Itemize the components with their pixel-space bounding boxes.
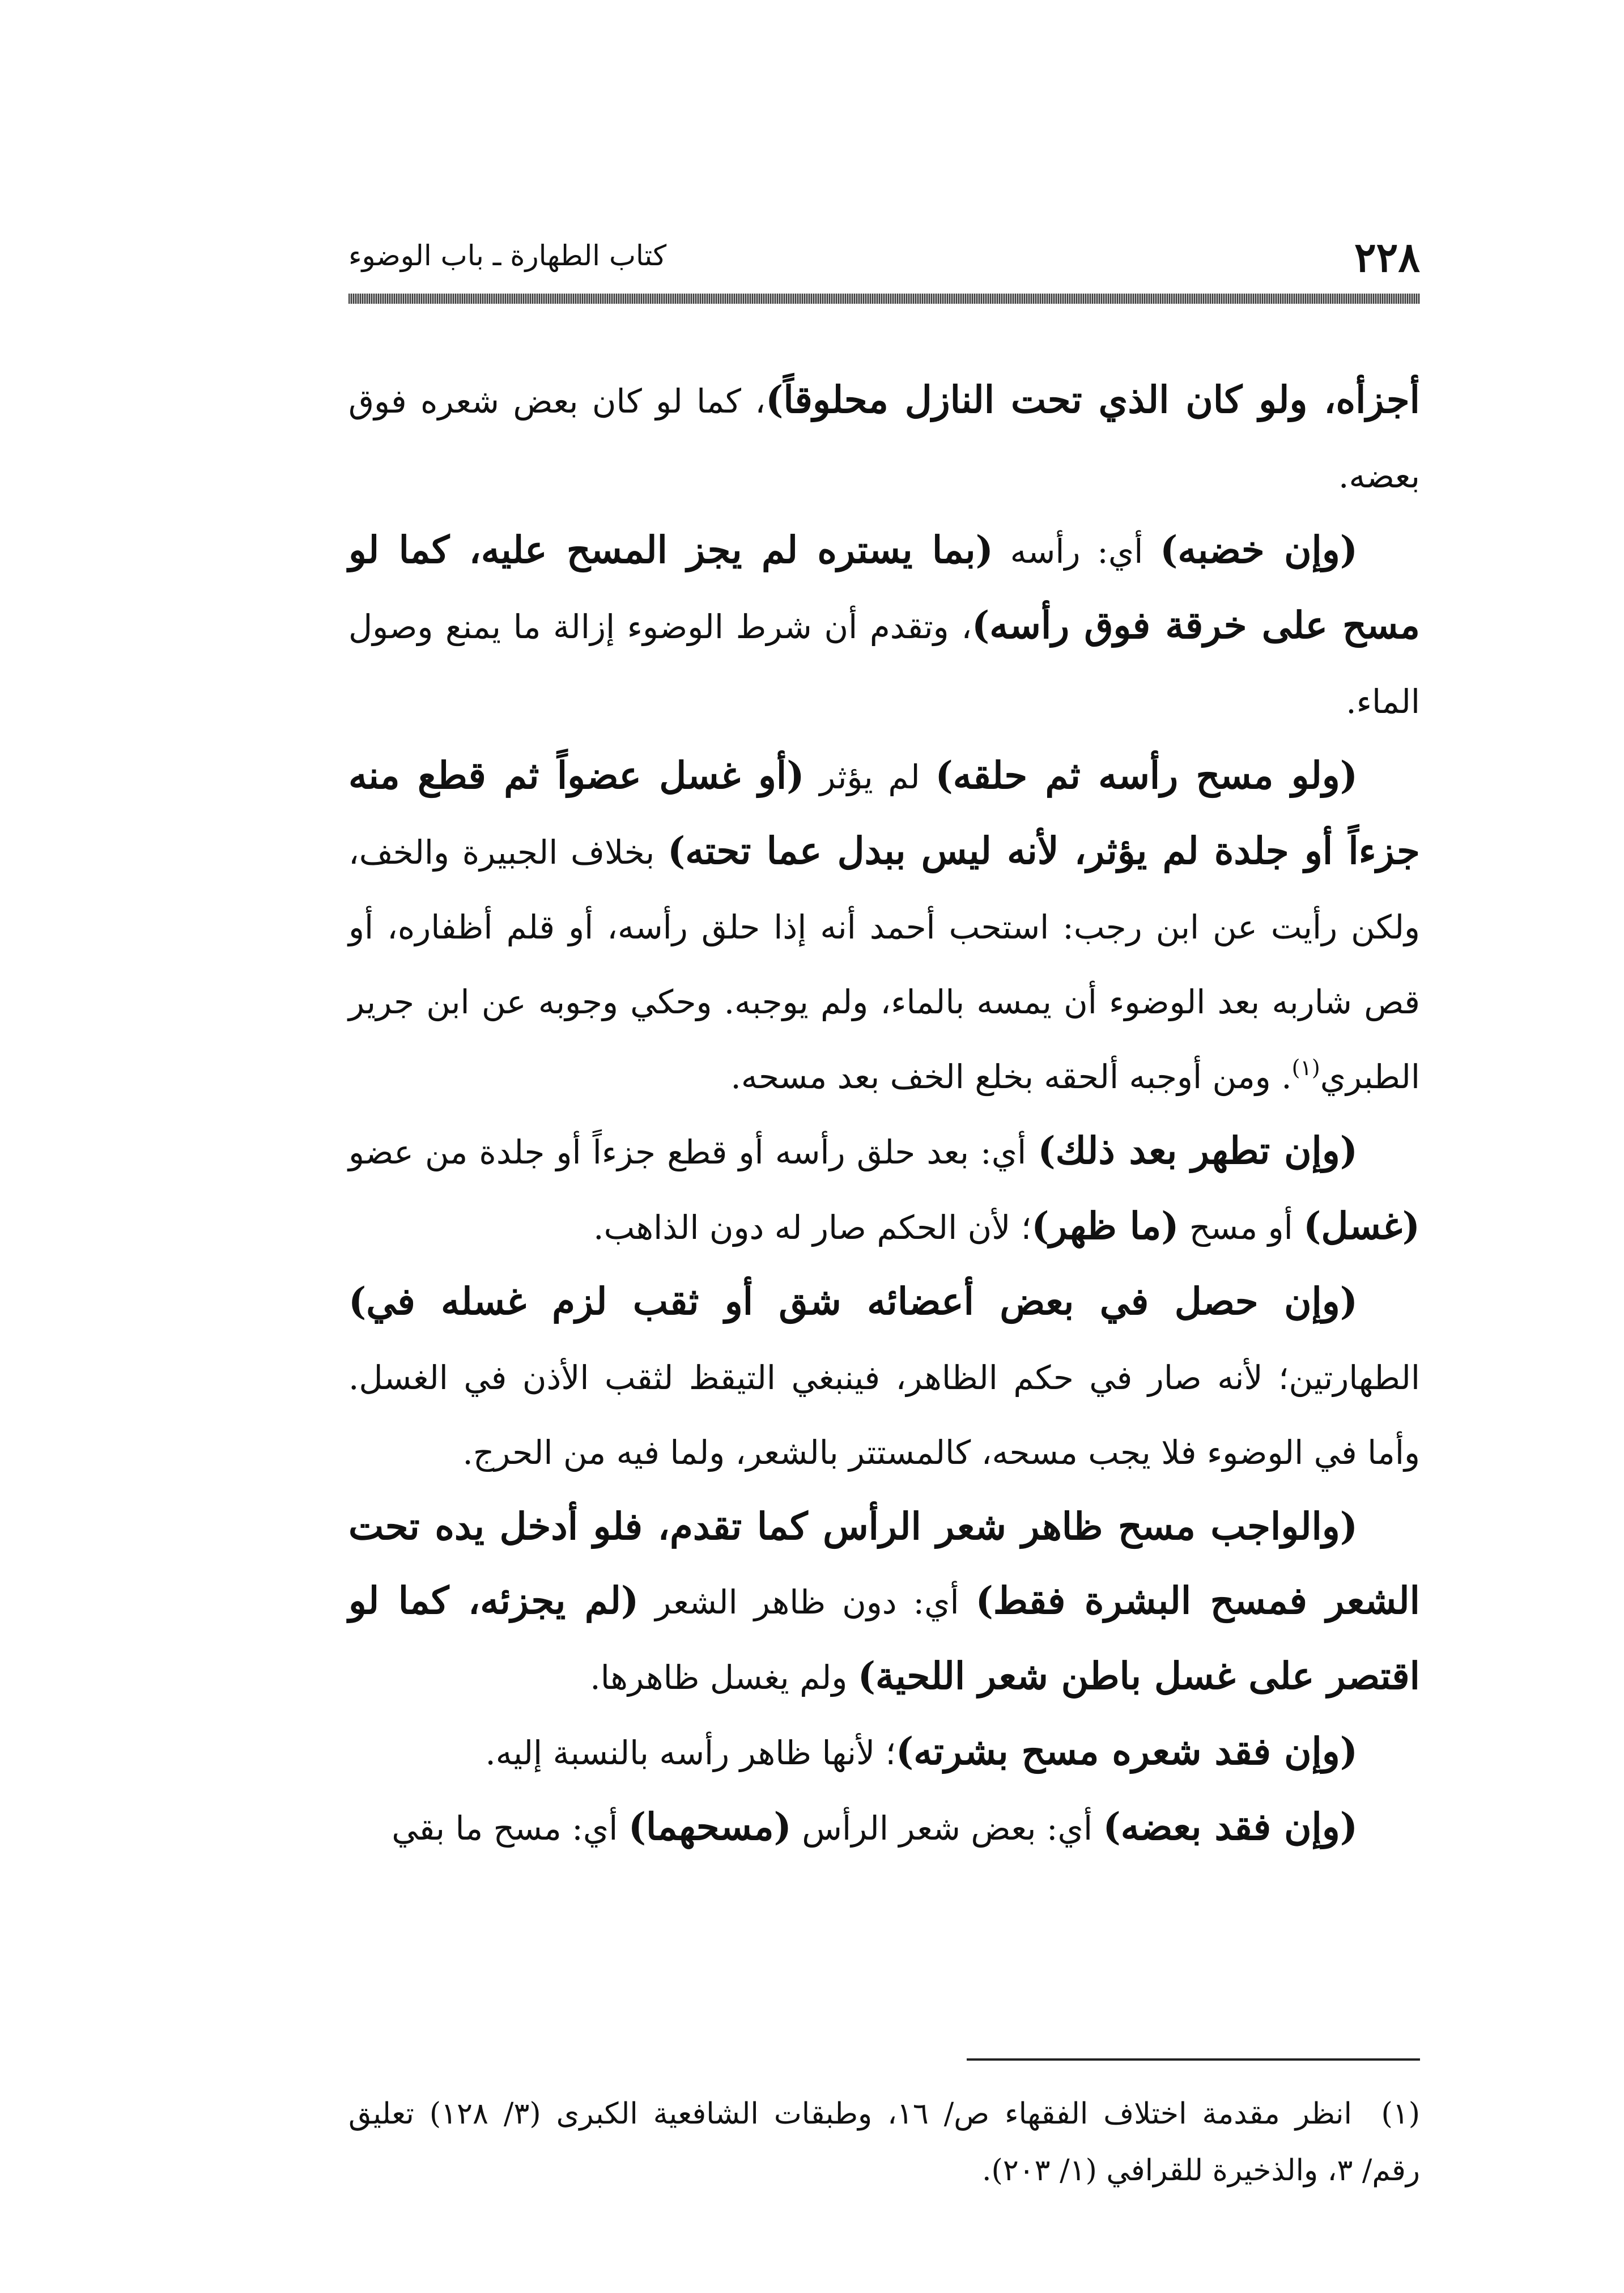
commentary-text: أي: مسح ما بقي xyxy=(392,1809,628,1848)
commentary-text: أي: بعد حلق رأسه أو قطع جزءاً أو جلدة من عضو xyxy=(348,1133,1038,1171)
matn-text: (والواجب مسح ظاهر شعر الرأس كما تقدم، فلو أدخل يده تحت الشعر فمسح البشرة فقط) xyxy=(348,1504,1420,1623)
header-divider xyxy=(348,294,1420,304)
matn-text: (وإن تطهر بعد ذلك) xyxy=(1038,1128,1358,1173)
footnote-number: (١) xyxy=(1381,2097,1420,2131)
footnote-reference[interactable]: (١) xyxy=(1291,1055,1320,1080)
matn-text: (ما ظهر) xyxy=(1031,1204,1179,1248)
matn-text: (وإن خضبه) xyxy=(1160,528,1358,572)
footnote-divider xyxy=(967,2058,1420,2061)
paragraph xyxy=(348,363,1420,513)
paragraph xyxy=(348,1114,1420,1264)
commentary-text: ، كما لو كان بعض شعره فوق بعضه. xyxy=(348,382,1420,495)
matn-text: (أو غسل عضواً ثم قطع منه جزءاً أو جلدة لم يؤثر، لأنه ليس ببدل عما تحته) xyxy=(348,753,1420,873)
matn-text: أجزأه، ولو كان الذي تحت النازل محلوقاً) xyxy=(766,377,1420,422)
matn-text: (بما يستره لم يجز المسح عليه، كما لو مسح على خرقة فوق رأسه) xyxy=(348,528,1420,647)
footnotes xyxy=(348,2086,1420,2199)
matn-text: (وإن فقد شعره مسح بشرته) xyxy=(895,1729,1358,1773)
commentary-text: ولم يغسل ظاهرها. xyxy=(590,1658,858,1697)
page-number: ٢٢٨ xyxy=(1354,233,1420,281)
matn-text: (مسحهما) xyxy=(628,1804,792,1849)
paragraph xyxy=(348,738,1420,1114)
running-title: كتاب الطهارة ـ باب الوضوء xyxy=(348,239,667,272)
footnote xyxy=(348,2086,1420,2199)
commentary-text: أي: بعض شعر الرأس xyxy=(791,1809,1103,1848)
matn-text: (وإن حصل في بعض أعضائه شق أو ثقب لزم غسله في) xyxy=(348,1279,1358,1323)
matn-text: (وإن فقد بعضه) xyxy=(1103,1804,1358,1849)
matn-text: (لم يجزئه، كما لو اقتصر على غسل باطن شعر اللحية) xyxy=(348,1578,1420,1698)
commentary-text: الطهارتين؛ لأنه صار في حكم الظاهر، فينبغي التيقظ لثقب الأذن في الغسل. وأما في الوضوء فلا يجب مسحه، كالمستتر بالشعر، ولما فيه من الحرج. xyxy=(348,1358,1420,1472)
commentary-text: أي: رأسه xyxy=(993,532,1160,571)
paragraph xyxy=(348,1489,1420,1714)
paragraph xyxy=(348,513,1420,738)
commentary-text: أي: دون ظاهر الشعر xyxy=(639,1583,976,1621)
footnote-text: انظر مقدمة اختلاف الفقهاء ص/ ١٦، وطبقات الشافعية الكبرى (٣/ ١٢٨) تعليق رقم/ ٣، والذخيرة للقرافي (١/ ٢٠٣). xyxy=(348,2097,1420,2188)
commentary-text: . ومن أوجبه ألحقه بخلع الخف بعد مسحه. xyxy=(730,1058,1292,1096)
paragraph xyxy=(348,1714,1420,1790)
commentary-text: أو مسح xyxy=(1179,1208,1304,1247)
matn-text: (ولو مسح رأسه ثم حلقه) xyxy=(935,753,1358,797)
main-text xyxy=(348,363,1420,1865)
matn-text: (غسل) xyxy=(1303,1204,1420,1248)
paragraph xyxy=(348,1264,1420,1489)
paragraph xyxy=(348,1790,1420,1865)
commentary-text: ؛ لأن الحكم صار له دون الذاهب. xyxy=(593,1208,1032,1247)
commentary-text: لم يؤثر xyxy=(804,758,936,796)
commentary-text: ، وتقدم أن شرط الوضوء إزالة ما يمنع وصول الماء. xyxy=(348,608,1420,721)
page-header xyxy=(348,227,1420,289)
commentary-text: بخلاف الجبيرة والخف، ولكن رأيت عن ابن رجب: استحب أحمد أنه إذا حلق رأسه، أو قلم أظفاره، أو قص شاربه بعد الوضوء أن يمسه بالماء، ولم يوجبه. وحكي وجوبه عن ابن جرير الطبري xyxy=(348,833,1420,1096)
commentary-text: ؛ لأنها ظاهر رأسه بالنسبة إليه. xyxy=(485,1734,896,1772)
